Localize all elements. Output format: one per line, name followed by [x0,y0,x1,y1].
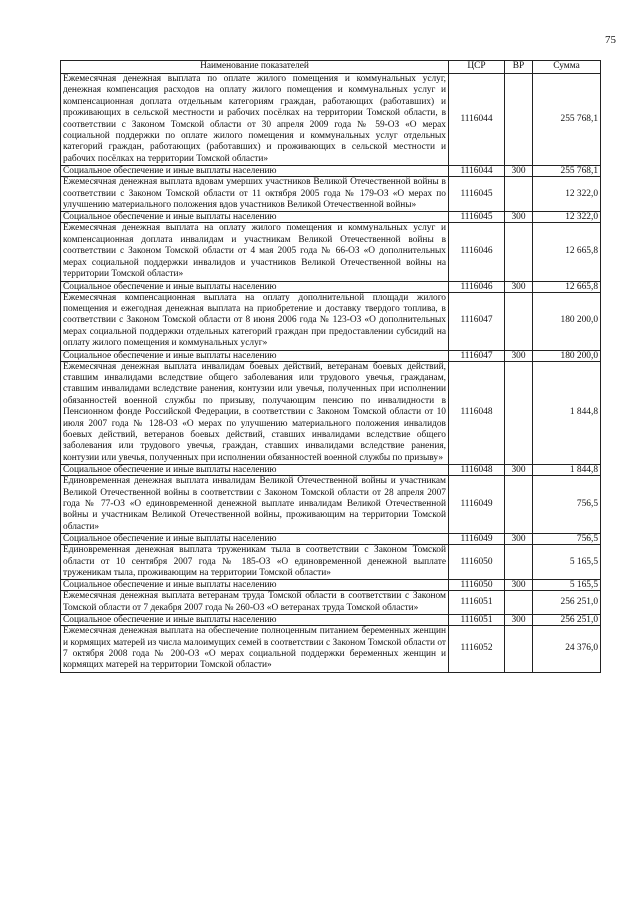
row-sum: 12 665,8 [533,223,601,281]
row-vr: 300 [505,350,533,361]
row-sum: 12 322,0 [533,212,601,223]
row-sum: 12 322,0 [533,177,601,212]
row-name: Ежемесячная компенсационная выплата на оплату дополнительной площади жилого помещения и ежегодная денежная выплата на приобретение и доставку твердого топлива, в соответствии с Законом Томской области от 8 июня 2006 года № 123-ОЗ «О дополнительных мерах социальной поддержки отдельных категорий граждан при предоставлении субсидий на оплату жилого помещения и коммунальных услуг» [61,292,449,350]
row-code: 1116044 [449,74,505,166]
row-vr: 300 [505,465,533,476]
row-sum: 12 665,8 [533,281,601,292]
row-code: 1116045 [449,212,505,223]
table-row [61,292,601,350]
row-name: Ежемесячная денежная выплата на оплату жилого помещения и коммунальных услуг и компенсационная доплата инвалидам и участникам Великой Отечественной войны в соответствии с Законом Томской области от 4 мая 2005 года № 66-ОЗ «О дополнительных мерах социальной поддержки инвалидов и участников Великой Отечественной войны на территории Томской области» [61,223,449,281]
row-vr: 300 [505,534,533,545]
row-code: 1116049 [449,476,505,534]
row-sum: 255 768,1 [533,166,601,177]
header-name: Наименование показателей [61,61,449,74]
row-name: Социальное обеспечение и иные выплаты населению [61,615,449,626]
header-code: ЦСР [449,61,505,74]
row-code: 1116046 [449,281,505,292]
row-name: Социальное обеспечение и иные выплаты населению [61,534,449,545]
row-vr [505,292,533,350]
row-name: Социальное обеспечение и иные выплаты населению [61,166,449,177]
row-sum: 180 200,0 [533,292,601,350]
row-sum: 255 768,1 [533,74,601,166]
row-code: 1116044 [449,166,505,177]
row-code: 1116052 [449,626,505,673]
row-name: Ежемесячная денежная выплата инвалидам боевых действий, ветеранам боевых действий, ставшим инвалидами вследствие общего заболевания или трудового увечья, гражданам, ставшим инвалидами вследствие ранения, контузии или увечья, полученных при исполнении обязанностей военной службы по призыву, получающим пенсию по инвалидности в Пенсионном фонде Российской Федерации, в соответствии с Законом Томской области от 10 июля 2007 года № 128-ОЗ «О мерах по улучшению материального положения инвалидов боевых действий, ветеранов боевых действий, ставших инвалидами вследствие общего заболевания или трудового увечья, граждан, ставших инвалидами вследствие ранения, контузии или увечья, полученных при исполнении обязанностей военной службы по призыву» [61,361,449,465]
table-row [61,177,601,212]
row-code: 1116048 [449,361,505,465]
table-row [61,281,601,292]
row-code: 1116048 [449,465,505,476]
row-code: 1116045 [449,177,505,212]
table-row [61,545,601,580]
row-name: Ежемесячная денежная выплата ветеранам труда Томской области в соответствии с Законом Томской области от 7 декабря 2007 года № 260-ОЗ «О ветеранах труда Томской области» [61,591,449,615]
table-row [61,465,601,476]
row-vr: 300 [505,166,533,177]
row-name: Социальное обеспечение и иные выплаты населению [61,350,449,361]
row-sum: 5 165,5 [533,545,601,580]
row-vr: 300 [505,212,533,223]
row-vr: 300 [505,580,533,591]
row-code: 1116046 [449,223,505,281]
table-row [61,212,601,223]
row-code: 1116047 [449,350,505,361]
row-name: Ежемесячная денежная выплата на обеспечение полноценным питанием беременных женщин и кормящих матерей из числа малоимущих семей в соответствии с Законом Томской области от 7 октября 2008 года № 200-ОЗ «О мерах социальной поддержки беременных женщин и кормящих матерей на территории Томской области» [61,626,449,673]
row-name: Социальное обеспечение и иные выплаты населению [61,465,449,476]
row-code: 1116047 [449,292,505,350]
row-name: Единовременная денежная выплата инвалидам Великой Отечественной войны и участникам Великой Отечественной войны в соответствии с Законом Томской области от 28 апреля 2007 года № 77-ОЗ «О единовременной денежной выплате инвалидам Великой Отечественной войны и участникам Великой Отечественной войны, проживающим на территории Томской области» [61,476,449,534]
budget-table [60,60,601,673]
row-vr [505,591,533,615]
table-row [61,350,601,361]
table-row [61,580,601,591]
row-code: 1116050 [449,580,505,591]
row-sum: 756,5 [533,534,601,545]
table-row [61,166,601,177]
row-vr [505,476,533,534]
row-name: Социальное обеспечение и иные выплаты населению [61,212,449,223]
row-vr [505,626,533,673]
row-name: Социальное обеспечение и иные выплаты населению [61,580,449,591]
table-row [61,361,601,465]
row-sum: 1 844,8 [533,465,601,476]
row-code: 1116050 [449,545,505,580]
row-sum: 756,5 [533,476,601,534]
table-row [61,74,601,166]
row-vr [505,177,533,212]
row-vr [505,74,533,166]
table-row [61,476,601,534]
row-sum: 24 376,0 [533,626,601,673]
page-number: 75 [605,34,616,46]
row-vr [505,361,533,465]
row-code: 1116049 [449,534,505,545]
table-row [61,534,601,545]
table-header-row [61,61,601,74]
table-row [61,223,601,281]
table-row [61,591,601,615]
row-sum: 1 844,8 [533,361,601,465]
table-row [61,626,601,673]
header-sum: Сумма [533,61,601,74]
row-code: 1116051 [449,615,505,626]
table-row [61,615,601,626]
row-vr [505,223,533,281]
row-name: Ежемесячная денежная выплата по оплате жилого помещения и коммунальных услуг, денежная компенсация расходов на оплату жилого помещения и коммунальных услуг и компенсационная доплата отдельным категориям граждан, работающих (работавших) и проживающих в сельской местности и рабочих посёлках на территории Томской области, в соответствии с Законом Томской области от 30 апреля 2009 года № 59-ОЗ «О мерах социальной поддержки по оплате жилого помещения и коммунальных услуг отдельных категорий граждан, работающих (работавших) и проживающих в сельской местности и рабочих посёлках на территории Томской области» [61,74,449,166]
row-sum: 180 200,0 [533,350,601,361]
header-vr: ВР [505,61,533,74]
row-sum: 5 165,5 [533,580,601,591]
row-name: Социальное обеспечение и иные выплаты населению [61,281,449,292]
row-vr: 300 [505,615,533,626]
row-vr [505,545,533,580]
row-sum: 256 251,0 [533,591,601,615]
row-name: Единовременная денежная выплата труженикам тыла в соответствии с Законом Томской области от 10 сентября 2007 года № 185-ОЗ «О единовременной денежной выплате труженикам тыла, проживающим на территории Томской области» [61,545,449,580]
row-vr: 300 [505,281,533,292]
row-code: 1116051 [449,591,505,615]
row-name: Ежемесячная денежная выплата вдовам умерших участников Великой Отечественной войны в соответствии с Законом Томской области от 11 октября 2005 года № 179-ОЗ «О мерах по улучшению материального положения вдов участников Великой Отечественной войны» [61,177,449,212]
row-sum: 256 251,0 [533,615,601,626]
